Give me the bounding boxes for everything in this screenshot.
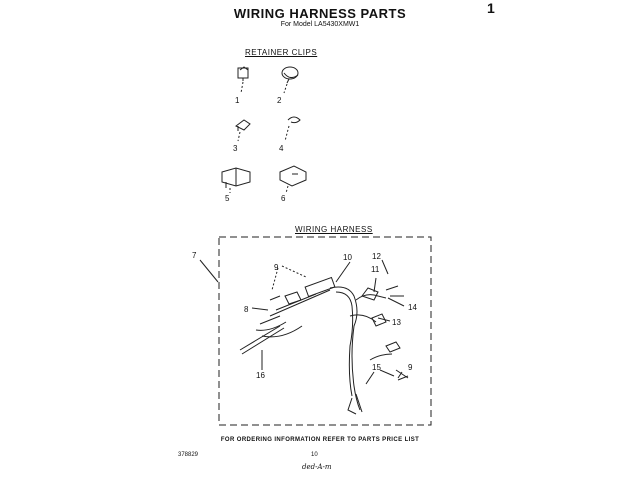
clip-label-3: 3 — [233, 144, 238, 153]
page-mark: 1 — [487, 0, 495, 16]
callout-11: 11 — [371, 265, 380, 274]
callout-14: 14 — [408, 303, 417, 312]
callout-12: 12 — [372, 252, 381, 261]
leader-7 — [200, 260, 218, 282]
clip-label-4: 4 — [279, 144, 284, 153]
callout-15: 15 — [372, 363, 381, 372]
clip-label-2: 2 — [277, 96, 282, 105]
page-number: 10 — [311, 452, 318, 458]
clip-label-5: 5 — [225, 194, 230, 203]
callout-7: 7 — [192, 251, 197, 260]
clip-label-6: 6 — [281, 194, 286, 203]
clip-5-drawing — [222, 168, 250, 193]
callout-9b: 9 — [408, 363, 413, 372]
page-title: WIRING HARNESS PARTS — [233, 6, 407, 21]
model-subtitle: For Model LA5430XMW1 — [280, 21, 360, 28]
ordering-note: FOR ORDERING INFORMATION REFER TO PARTS PRICE LIST — [220, 437, 420, 443]
handwritten-note: ded-A-m — [302, 463, 332, 471]
retainer-clips-heading: RETAINER CLIPS — [245, 48, 318, 57]
part-code: 378829 — [178, 452, 199, 458]
callout-8: 8 — [244, 305, 249, 314]
clip-1-drawing — [238, 67, 248, 93]
callout-13: 13 — [392, 318, 401, 327]
clip-3-drawing — [236, 120, 250, 141]
callout-16: 16 — [256, 371, 265, 380]
clip-label-1: 1 — [235, 96, 240, 105]
wiring-harness-frame — [219, 237, 431, 425]
wiring-harness-drawing — [240, 278, 408, 414]
callout-10: 10 — [343, 253, 352, 262]
callout-9: 9 — [274, 263, 279, 272]
wiring-harness-heading: WIRING HARNESS — [295, 225, 373, 234]
clip-4-drawing — [285, 117, 300, 141]
clip-6-drawing — [280, 166, 306, 193]
clip-2-drawing — [282, 67, 298, 93]
